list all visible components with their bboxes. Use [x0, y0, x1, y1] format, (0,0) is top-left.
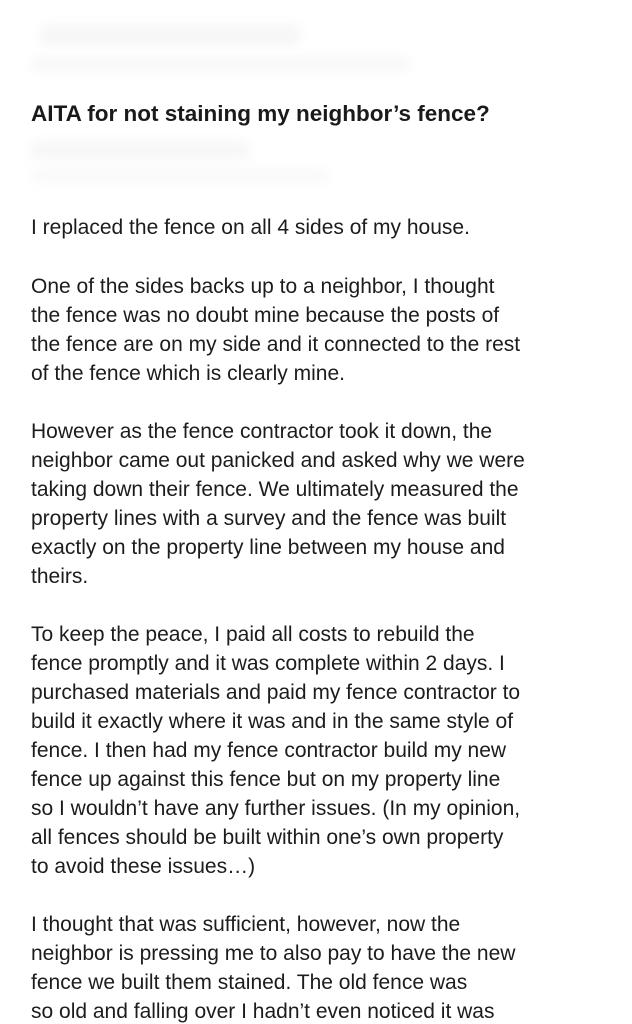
post-line: so old and falling over I hadn’t even noticed it was	[31, 1000, 495, 1023]
post-line: taking down their fence. We ultimately measured the	[31, 478, 519, 501]
post-paragraph	[31, 272, 621, 388]
post-line: of the fence which is clearly mine.	[31, 362, 345, 385]
blurred-header	[40, 24, 300, 46]
post-line: However as the fence contractor took it down, the	[31, 420, 493, 443]
post-paragraph	[31, 213, 621, 242]
post-line: fence promptly and it was complete within 2 days. I	[31, 652, 505, 675]
post-body	[31, 213, 621, 1024]
blurred-subheader-meta	[30, 168, 330, 182]
post-line: theirs.	[31, 565, 89, 588]
post-line: the fence are on my side and it connected to the rest	[31, 333, 521, 356]
post-line: fence we built them stained. The old fence was	[31, 971, 468, 994]
post-line: fence up against this fence but on my property line	[31, 768, 501, 791]
blurred-header-meta	[30, 56, 410, 72]
post-line: to avoid these issues…)	[31, 855, 256, 878]
post-paragraph	[31, 417, 621, 591]
post-line: build it exactly where it was and in the same style of	[31, 710, 514, 733]
post-paragraph	[31, 620, 621, 881]
post-line: I thought that was sufficient, however, now the	[31, 913, 461, 936]
post-line: To keep the peace, I paid all costs to rebuild the	[31, 623, 475, 646]
post-title: AITA for not staining my neighbor’s fence?	[31, 101, 490, 126]
post-line: purchased materials and paid my fence contractor to	[31, 681, 521, 704]
post-paragraph	[31, 910, 621, 1024]
post-line: neighbor is pressing me to also pay to have the new	[31, 942, 516, 965]
post-line: so I wouldn’t have any further issues. (In my opinion,	[31, 797, 521, 820]
blurred-subheader	[30, 140, 250, 160]
post-line: property lines with a survey and the fence was built	[31, 507, 507, 530]
post-line: the fence was no doubt mine because the posts of	[31, 304, 500, 327]
post-line: exactly on the property line between my house and	[31, 536, 505, 559]
post-line: neighbor came out panicked and asked why we were	[31, 449, 525, 472]
post-line: fence. I then had my fence contractor build my new	[31, 739, 507, 762]
post-line: One of the sides backs up to a neighbor, I thought	[31, 275, 495, 298]
post-line: I replaced the fence on all 4 sides of my house.	[31, 216, 470, 239]
post-line: all fences should be built within one’s own property	[31, 826, 504, 849]
